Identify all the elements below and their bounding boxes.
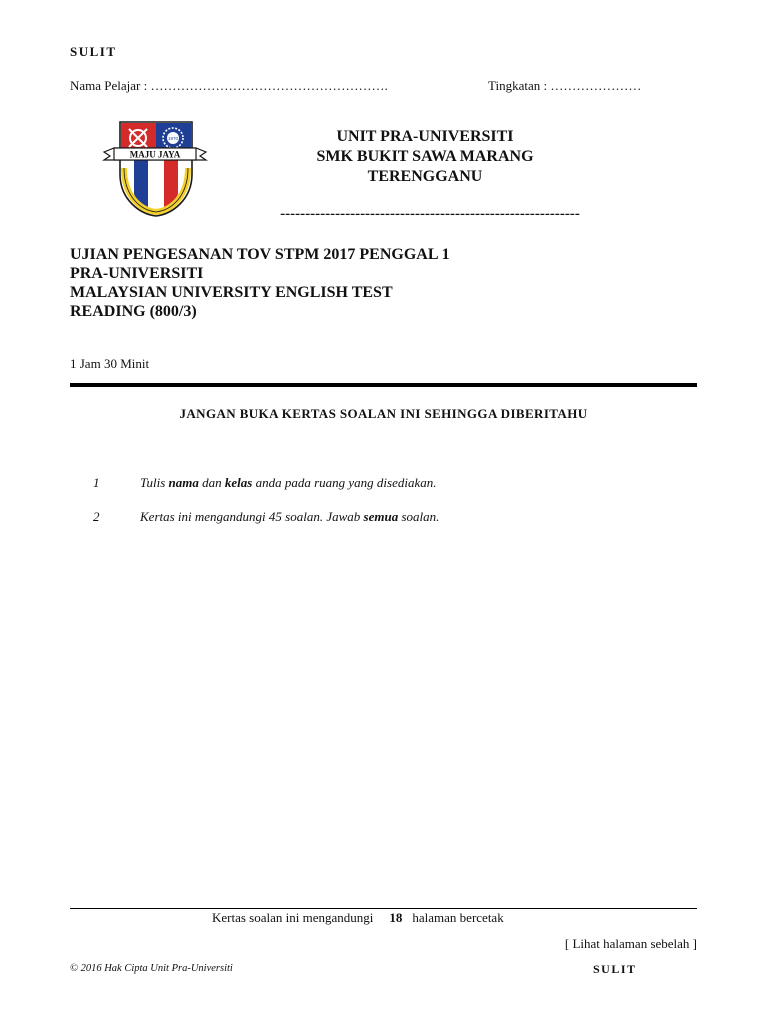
classification-label-footer: SULIT (593, 962, 637, 976)
crest-motto: MAJU JAYA (129, 149, 181, 160)
form-field: Tingkatan : ………………… (488, 78, 642, 93)
next-page-note: [ Lihat halaman sebelah ] (564, 936, 697, 951)
exam-paper-code: READING (800/3) (70, 303, 197, 320)
instruction-emphasis: nama (168, 475, 199, 490)
footer-rule (70, 908, 697, 909)
page-count-prefix: Kertas soalan ini mengandungi (212, 910, 374, 925)
instruction-text: dan (198, 475, 225, 490)
page-count: 18 (389, 910, 403, 925)
school-unit: UNIT PRA-UNIVERSITI (336, 128, 514, 145)
exam-title-line: MALAYSIAN UNIVERSITY ENGLISH TEST (70, 284, 393, 301)
instruction-number: 2 (93, 509, 100, 524)
dashed-divider: ------------------------------------------------------------ (280, 206, 580, 222)
school-crest-logo (100, 118, 210, 218)
school-heading (240, 127, 610, 187)
page-count-note (212, 910, 504, 926)
instruction-text: Tulis (140, 475, 169, 490)
exam-title-line: UJIAN PENGESANAN TOV STPM 2017 PENGGAL 1 (70, 246, 450, 263)
instruction-text: soalan. (398, 509, 440, 524)
instruction-emphasis: kelas (224, 475, 253, 490)
exam-title-line: PRA-UNIVERSITI (70, 265, 204, 282)
student-name-field: Nama Pelajar : ………………………………………………. (70, 78, 388, 93)
instruction-item (93, 475, 437, 491)
instruction-emphasis: semua (363, 509, 399, 524)
school-state: TERENGGANU (367, 168, 483, 185)
crest-year: 1970 (167, 136, 179, 141)
instruction-text: Kertas ini mengandungi 45 soalan. Jawab (140, 509, 364, 524)
instruction-number: 1 (93, 475, 100, 490)
instruction-text: anda pada ruang yang disediakan. (252, 475, 437, 490)
school-name: SMK BUKIT SAWA MARANG (316, 148, 534, 165)
warning-notice: JANGAN BUKA KERTAS SOALAN INI SEHINGGA DIBERITAHU (179, 406, 588, 421)
instruction-item (93, 509, 439, 525)
copyright-notice: © 2016 Hak Cipta Unit Pra-Universiti (70, 963, 233, 974)
exam-title (70, 245, 450, 321)
page-count-suffix: halaman bercetak (412, 910, 504, 925)
classification-label: SULIT (70, 44, 117, 59)
exam-duration: 1 Jam 30 Minit (70, 356, 150, 371)
divider-rule (70, 383, 697, 387)
